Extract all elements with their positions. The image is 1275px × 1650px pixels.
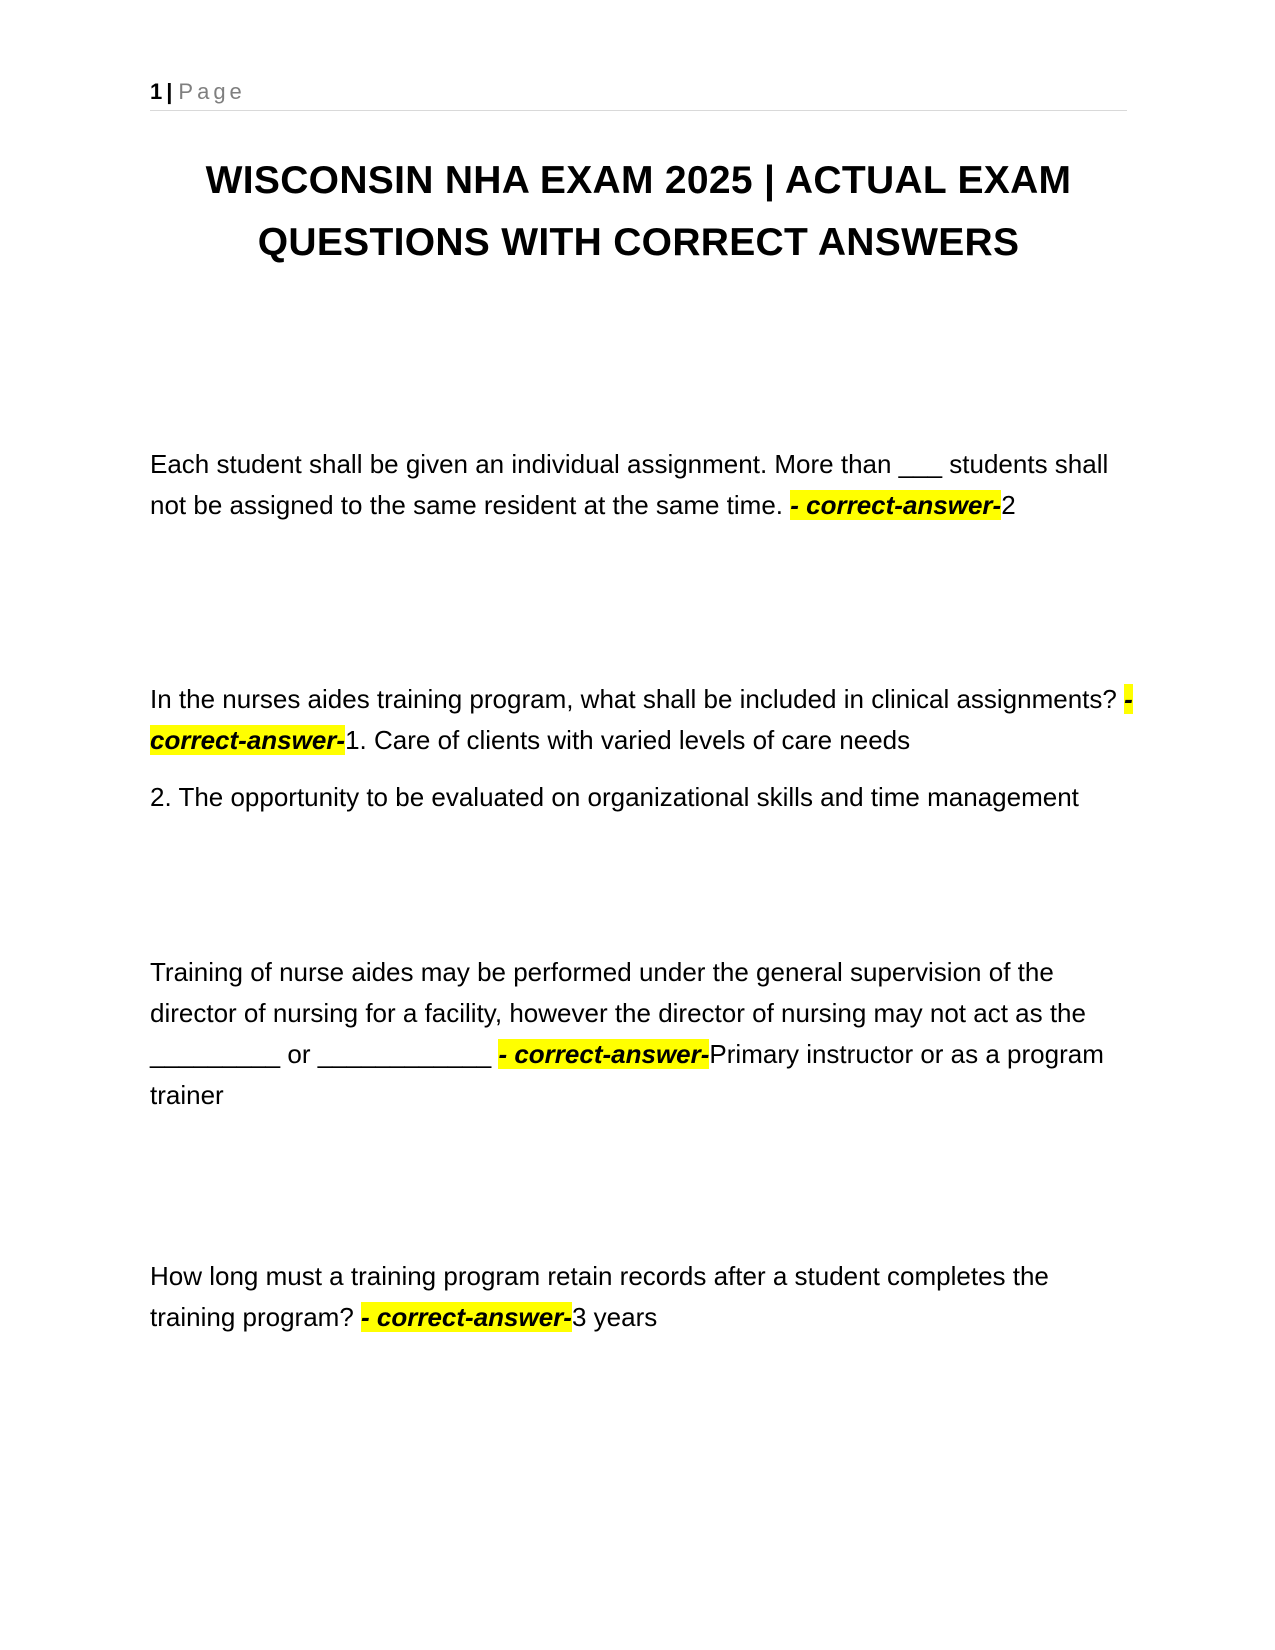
answer-text: 2 <box>1001 490 1016 520</box>
question-text: Each student shall be given an individual assignment. More than ___ students shall not be assigned to the same resident at the same time. <box>150 449 1109 520</box>
qa-paragraph <box>150 952 1135 1116</box>
qa-paragraph <box>150 444 1135 526</box>
qa-item-4 <box>150 1256 1135 1338</box>
answer-text: 3 years <box>571 1302 658 1332</box>
title-line-2: QUESTIONS WITH CORRECT ANSWERS <box>257 221 1020 264</box>
answer-continuation: 2. The opportunity to be evaluated on organizational skills and time management <box>150 782 1079 812</box>
correct-answer-marker: - correct-answer- <box>790 490 1002 520</box>
page-number: 1 <box>150 79 163 104</box>
question-text: Training of nurse aides may be performed under the general supervision of the director of nursing for a facility, however the director of nursing may not act as the _________ or ____________ <box>150 957 1086 1069</box>
correct-answer-marker: - correct-answer- <box>150 684 1133 755</box>
correct-answer-marker: - correct-answer- <box>498 1039 710 1069</box>
qa-item-2 <box>150 679 1135 818</box>
qa-paragraph <box>150 679 1135 761</box>
title-line-1: WISCONSIN NHA EXAM 2025 | ACTUAL EXAM <box>205 159 1072 202</box>
answer-text: Primary instructor or as a program trainer <box>150 1039 1104 1110</box>
qa-item-3 <box>150 952 1135 1116</box>
qa-paragraph <box>150 1256 1135 1338</box>
question-text: How long must a training program retain records after a student completes the training program? <box>150 1261 1049 1332</box>
qa-item-1 <box>150 444 1135 526</box>
page-header <box>150 78 1127 111</box>
question-text: In the nurses aides training program, what shall be included in clinical assignments? <box>150 684 1125 714</box>
header-separator: | <box>166 79 173 104</box>
document-title <box>150 150 1127 274</box>
answer-text: 1. Care of clients with varied levels of care needs <box>345 725 911 755</box>
page-label: Page <box>178 79 246 104</box>
correct-answer-marker: - correct-answer- <box>361 1302 572 1332</box>
